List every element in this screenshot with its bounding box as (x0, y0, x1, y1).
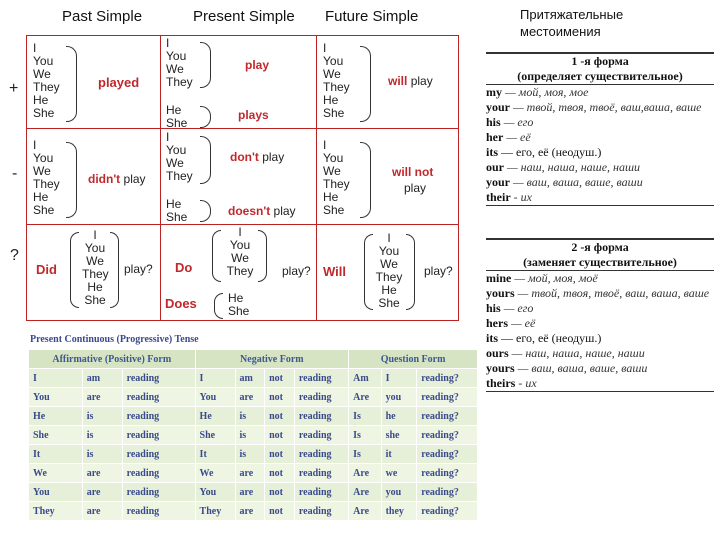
present-q-pronouns-a: I You We They (226, 225, 254, 278)
table-cell: you (381, 388, 417, 407)
continuous-title: Present Continuous (Progressive) Tense (30, 334, 199, 345)
table-cell: reading (294, 445, 348, 464)
future-aff-pronouns: I You We They He She (323, 41, 350, 120)
table-cell: not (265, 502, 295, 521)
negative-header: Negative Form (195, 350, 349, 369)
table-cell: reading (122, 407, 195, 426)
form2-row: its — его, её (неодуш.) (486, 331, 602, 345)
table-cell: reading? (417, 483, 478, 502)
table-cell: are (235, 502, 265, 521)
table-cell: reading (294, 407, 348, 426)
header-present-simple: Present Simple (193, 8, 295, 25)
form1-row: its — его, её (неодуш.) (486, 145, 602, 159)
brace (200, 200, 211, 222)
table-cell: is (235, 426, 265, 445)
table-cell: are (235, 388, 265, 407)
table-row (29, 426, 478, 445)
table-cell: I (29, 369, 83, 388)
table-row (29, 388, 478, 407)
form1-row: my — мой, моя, мое (486, 85, 589, 99)
form2-subtitle: (заменяет существительное) (486, 255, 714, 271)
present-neg-aux-a: don't (230, 150, 259, 164)
table-cell: are (235, 464, 265, 483)
table-cell: are (82, 502, 122, 521)
table-cell: Is (349, 407, 381, 426)
table-cell: I (195, 369, 235, 388)
table-cell: reading (122, 388, 195, 407)
past-aff-verb: played (98, 75, 140, 90)
present-q-pronouns-b: He She (228, 291, 250, 318)
present-neg-verb-a: play (262, 150, 285, 164)
past-neg-phrase (88, 172, 146, 186)
table-cell: She (29, 426, 83, 445)
table-cell: I (381, 369, 417, 388)
table-cell: Are (349, 502, 381, 521)
question-sign: ? (10, 247, 19, 264)
future-aff-phrase (388, 74, 433, 88)
future-q-pronouns: I You We They He She (375, 231, 403, 310)
brace (110, 232, 119, 308)
table-row (29, 502, 478, 521)
table-cell: reading? (417, 445, 478, 464)
table-cell: is (235, 407, 265, 426)
form1-subtitle: (определяет существительное) (486, 69, 714, 85)
table-cell: reading (294, 464, 348, 483)
past-q-verb: play? (124, 262, 153, 276)
past-q-pronouns: I You We They He She (82, 228, 109, 307)
table-cell: They (195, 502, 235, 521)
form2-row: his — его (486, 301, 534, 315)
brace (258, 230, 267, 282)
table-cell: are (82, 388, 122, 407)
past-neg-aux: didn't (88, 172, 121, 186)
future-neg-aux: will not (392, 165, 434, 179)
present-aff-pronouns-a: I You We They (166, 36, 193, 89)
continuous-table-wrap (28, 349, 478, 521)
table-cell: not (265, 445, 295, 464)
form1-row: your — ваш, ваша, ваше, ваши (486, 175, 643, 189)
header-future-simple: Future Simple (325, 8, 419, 25)
present-neg-pronouns-b: He She (166, 197, 188, 224)
brace (70, 232, 79, 308)
table-cell: Are (349, 464, 381, 483)
table-cell: reading? (417, 464, 478, 483)
table-cell: is (82, 445, 122, 464)
table-cell: am (235, 369, 265, 388)
brace (364, 234, 373, 310)
present-aff-pronouns-b: He She (166, 103, 188, 130)
table-cell: it (381, 445, 417, 464)
question-header: Question Form (349, 350, 478, 369)
grid-line (160, 35, 161, 320)
brace (406, 234, 415, 310)
brace (66, 46, 77, 122)
table-cell: you (381, 483, 417, 502)
table-cell: He (195, 407, 235, 426)
future-aff-aux: will (388, 74, 408, 88)
present-q-verb: play? (282, 264, 311, 278)
brace (200, 42, 211, 88)
present-aff-verb-b: plays (238, 108, 269, 122)
form1-row: our — наш, наша, наше, наши (486, 160, 641, 174)
table-cell: not (265, 426, 295, 445)
table-row (29, 483, 478, 502)
form1-row: his — его (486, 115, 534, 129)
present-aff-verb-a: play (245, 58, 270, 72)
table-cell: Are (349, 483, 381, 502)
table-cell: are (235, 483, 265, 502)
present-neg-phrase-b (228, 204, 296, 218)
form2-row: mine — мой, моя, моё (486, 271, 598, 285)
table-row (29, 445, 478, 464)
present-q-aux-a: Do (175, 260, 193, 275)
form2-row: hers — её (486, 316, 536, 330)
form1-row: their - их (486, 190, 532, 204)
table-cell: reading (294, 502, 348, 521)
past-neg-pronouns: I You We They He She (33, 138, 60, 217)
plus-sign: + (9, 80, 19, 97)
table-cell: reading (122, 483, 195, 502)
table-cell: reading (294, 426, 348, 445)
brace (200, 136, 211, 184)
affirmative-header: Affirmative (Positive) Form (29, 350, 196, 369)
table-cell: are (82, 464, 122, 483)
past-q-aux: Did (36, 262, 57, 277)
table-cell: not (265, 483, 295, 502)
present-neg-verb-b: play (273, 204, 296, 218)
table-cell: reading (122, 369, 195, 388)
table-cell: am (82, 369, 122, 388)
table-cell: reading (294, 483, 348, 502)
table-cell: Am (349, 369, 381, 388)
form1-row: your — твой, твоя, твоё, ваш,ваша, ваше (486, 100, 702, 114)
form1-row: her — её (486, 130, 531, 144)
table-cell: reading (122, 426, 195, 445)
present-neg-aux-b: doesn't (228, 204, 271, 218)
table-row (29, 369, 478, 388)
table-cell: not (265, 464, 295, 483)
present-neg-pronouns-a: I You We They (166, 130, 193, 183)
possessive-form2-table (486, 238, 714, 392)
grid-line (316, 35, 317, 320)
table-cell: You (195, 388, 235, 407)
table-cell: You (29, 388, 83, 407)
form2-row: theirs - их (486, 376, 537, 390)
table-cell: They (29, 502, 83, 521)
form2-row: yours — твой, твоя, твоё, ваш, ваша, ваше (486, 286, 710, 300)
present-neg-phrase-a (230, 150, 284, 164)
table-cell: reading? (417, 502, 478, 521)
table-cell: he (381, 407, 417, 426)
present-q-aux-b: Does (165, 296, 197, 311)
grid-line (458, 35, 459, 320)
table-cell: You (29, 483, 83, 502)
grid-line (26, 320, 459, 321)
minus-sign: - (12, 165, 18, 182)
brace (360, 142, 371, 218)
table-cell: not (265, 407, 295, 426)
future-q-verb: play? (424, 264, 453, 278)
future-aff-verb: play (410, 74, 433, 88)
table-cell: are (82, 483, 122, 502)
table-cell: He (29, 407, 83, 426)
table-cell: they (381, 502, 417, 521)
future-neg-verb: play (404, 181, 427, 195)
grid-line (26, 35, 27, 320)
grid-line (26, 35, 459, 36)
table-cell: not (265, 369, 295, 388)
brace (200, 106, 211, 128)
table-row (29, 407, 478, 426)
past-neg-verb: play (123, 172, 146, 186)
form2-title: 2 -я форма (571, 240, 629, 254)
form2-row: yours — ваш, ваша, ваше, ваши (486, 361, 648, 375)
table-cell: we (381, 464, 417, 483)
brace (360, 46, 371, 122)
possessive-title: Притяжательные местоимения (520, 7, 624, 39)
table-cell: Are (349, 388, 381, 407)
header-past-simple: Past Simple (62, 8, 143, 25)
table-cell: is (82, 426, 122, 445)
continuous-table (28, 349, 478, 521)
table-cell: You (195, 483, 235, 502)
past-aff-pronouns: I You We They He She (33, 41, 60, 120)
grid-line (26, 224, 459, 225)
table-cell: reading (122, 502, 195, 521)
brace (66, 142, 77, 218)
table-cell: is (82, 407, 122, 426)
table-cell: not (265, 388, 295, 407)
table-cell: reading (122, 464, 195, 483)
continuous-header-row (29, 350, 478, 369)
table-cell: reading? (417, 407, 478, 426)
possessive-form1-table (486, 52, 714, 206)
form2-row: ours — наш, наша, наше, наши (486, 346, 645, 360)
table-cell: reading (122, 445, 195, 464)
table-cell: reading? (417, 388, 478, 407)
table-cell: Is (349, 445, 381, 464)
table-cell: We (29, 464, 83, 483)
table-cell: It (195, 445, 235, 464)
table-cell: is (235, 445, 265, 464)
table-row (29, 464, 478, 483)
future-q-aux: Will (323, 264, 346, 279)
table-cell: reading? (417, 369, 478, 388)
table-cell: reading? (417, 426, 478, 445)
table-cell: she (381, 426, 417, 445)
table-cell: We (195, 464, 235, 483)
table-cell: Is (349, 426, 381, 445)
table-cell: It (29, 445, 83, 464)
form1-title: 1 -я форма (571, 54, 629, 68)
table-cell: reading (294, 388, 348, 407)
table-cell: reading (294, 369, 348, 388)
brace (212, 230, 221, 282)
table-cell: She (195, 426, 235, 445)
brace (214, 293, 223, 319)
grid-line (26, 128, 459, 129)
future-neg-pronouns: I You We They He She (323, 138, 350, 217)
